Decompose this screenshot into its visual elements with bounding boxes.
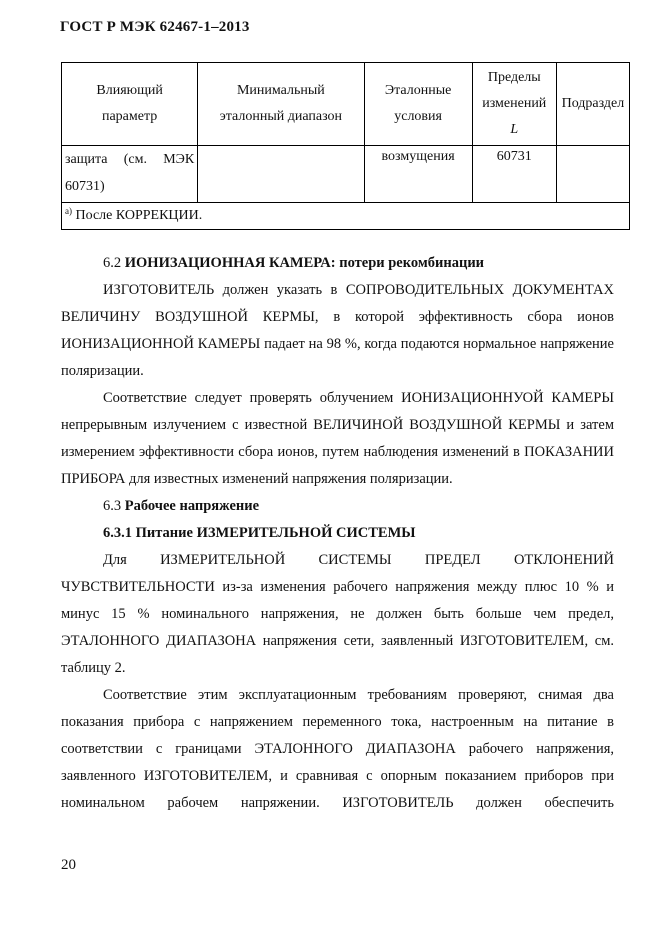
page-number: 20 [61,857,76,873]
paragraph: Для ИЗМЕРИТЕЛЬНОЙ СИСТЕМЫ ПРЕДЕЛ ОТКЛОНЕНИЙ ЧУВСТВИТЕЛЬНОСТИ из-за изменения рабочего напряжения между плюс 10 % и минус 15 % номинального напряжения, не должен быть больше чем предел, ЭТАЛОННОГО ДИАПАЗОНА напряжения сети, заявленный ИЗГОТОВИТЕЛЕМ, см. таблицу 2. [61,552,614,676]
table-footnote-row [62,203,630,230]
table-row [62,146,630,203]
table-header-row [62,63,630,146]
document-body [61,250,614,817]
table-cell [198,146,364,203]
header-cell-parameter: Влияющий параметр [62,63,198,146]
section-6-3-heading: 6.3 Рабочее напряжение [103,498,260,514]
header-cell-conditions: Эталонные условия [364,63,472,146]
paragraph: Соответствие следует проверять облучением ИОНИЗАЦИОННУОЙ КАМЕРЫ непрерывным излучением с известной ВЕЛИЧИНОЙ ВОЗДУШНОЙ КЕРМЫ и затем измерением эффективности сбора ионов, путем наблюдения изменений в ПОКАЗАНИИ ПРИБОРА для известных изменений напряжения поляризации. [61,390,614,487]
table-cell [556,146,629,203]
section-6-2-heading: 6.2 ИОНИЗАЦИОННАЯ КАМЕРА: потери рекомбинации [103,255,485,271]
table-cell: возмущения [364,146,472,203]
section-6-3-1-heading: 6.3.1 Питание ИЗМЕРИТЕЛЬНОЙ СИСТЕМЫ [103,525,416,541]
paragraph: ИЗГОТОВИТЕЛЬ должен указать в СОПРОВОДИТЕЛЬНЫХ ДОКУМЕНТАХ ВЕЛИЧИНУ ВОЗДУШНОЙ КЕРМЫ, в которой эффективность сбора ионов ИОНИЗАЦИОННОЙ КАМЕРЫ падает на 98 %, когда подаются нормальное напряжение поляризации. [61,282,614,379]
paragraph: Соответствие этим эксплуатационным требованиям проверяют, снимая два показания прибора с напряжением переменного тока, настроенным на питание в соответствии с границами ЭТАЛОННОГО ДИАПАЗОНА рабочего напряжения, заявленного ИЗГОТОВИТЕЛЕМ, и сравнивая с опорным показанием приборов при номинальном рабочем напряжении. ИЗГОТОВИТЕЛЬ должен обеспечить [61,687,614,811]
header-cell-limits: Пределы изменений L [472,63,556,146]
parameters-table [61,62,630,230]
document-header: ГОСТ Р МЭК 62467-1–2013 [60,19,250,35]
table-cell: защита (см. МЭК 60731) [62,146,198,203]
table-cell: 60731 [472,146,556,203]
header-cell-range: Минимальный эталонный диапазон [198,63,364,146]
header-cell-subsection: Подраздел [556,63,629,146]
table-footnote: $^{а)}$ После КОРРЕКЦИИ. [62,203,630,230]
